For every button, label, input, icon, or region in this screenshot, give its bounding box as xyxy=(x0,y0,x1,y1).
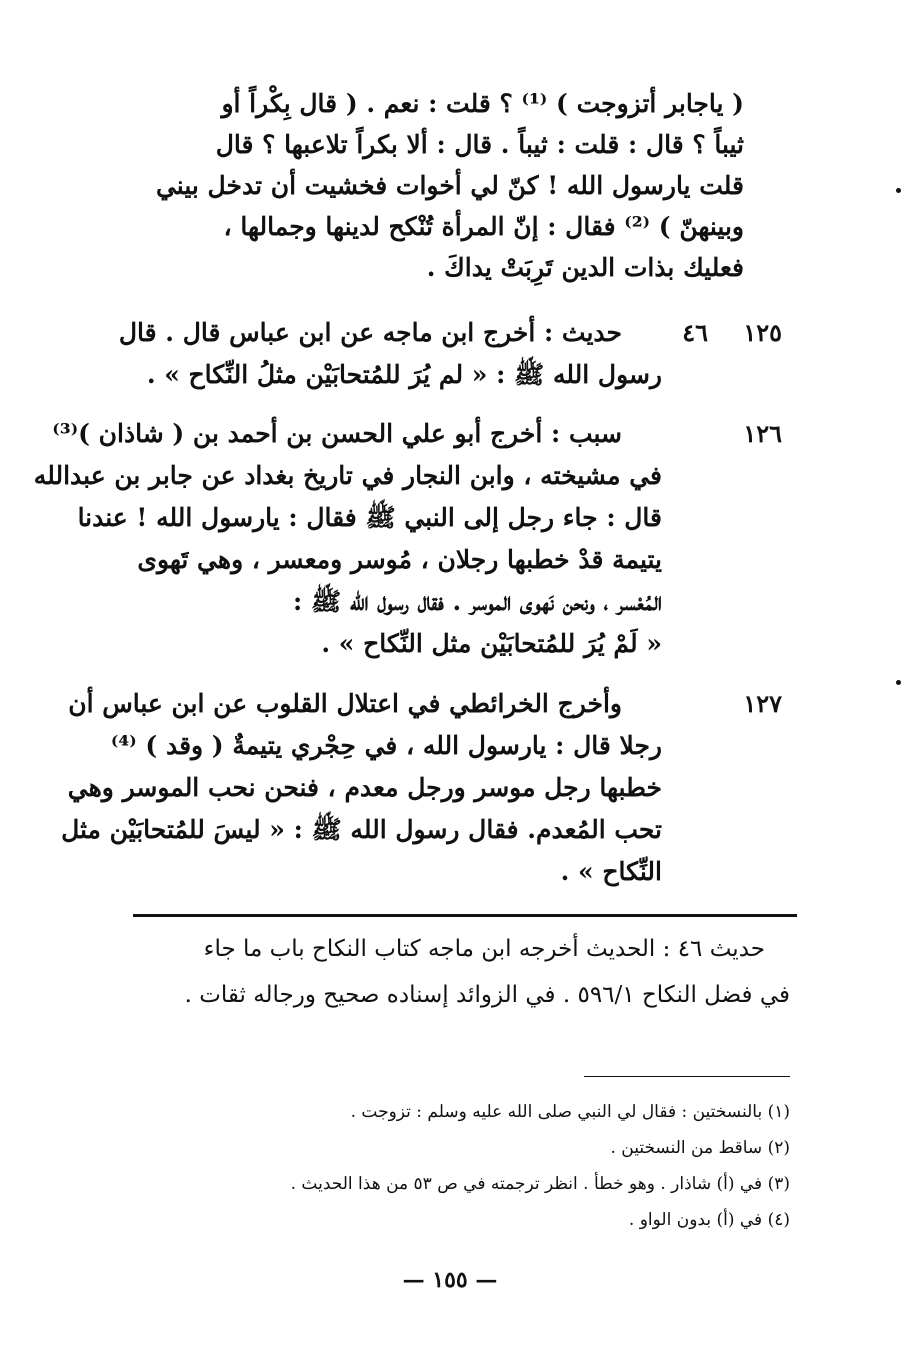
entry-number: ١٢٦ xyxy=(743,419,782,448)
margin-mark xyxy=(896,188,901,193)
entry-line: حديث : أخرج ابن ماجه عن ابن عباس قال . قال xyxy=(118,318,622,347)
footnote-divider xyxy=(584,1076,790,1077)
intro-line: ( ياجابر أتزوجت ) ⁽¹⁾ ؟ قلت : نعم . ( قال بِكْراً أو xyxy=(221,89,744,118)
entry-line: سبب : أخرج أبو علي الحسن بن أحمد بن ( شاذان )⁽³⁾ xyxy=(52,419,622,448)
intro-line: وبينهنّ ) ⁽²⁾ فقال : إنّ المرأة تُنْكح لدينها وجمالها ، xyxy=(223,212,744,241)
entry-line: المُعْسر ، ونحن نَهوى الموسر . فقال رسول الله ﷺ : xyxy=(293,587,662,616)
entry-number: ١٢٥ xyxy=(743,318,782,347)
entry-line: رسول الله ﷺ : « لم يُرَ للمُتحابَيْن مثلُ النِّكاح » . xyxy=(146,360,662,389)
entry-line: قال : جاء رجل إلى النبي ﷺ فقال : يارسول الله ! عندنا xyxy=(77,503,662,532)
page-number: — ١٥٥ — xyxy=(402,1267,498,1293)
footnote: (٤) في (أ) بدون الواو . xyxy=(628,1210,790,1230)
entry-line: النِّكاح » . xyxy=(560,857,662,886)
entry-line: تحب المُعدم. فقال رسول الله ﷺ : « ليسَ للمُتحابَيْن مثل xyxy=(61,815,662,844)
commentary-line: حديث ٤٦ : الحديث أخرجه ابن ماجه كتاب النكاح باب ما جاء xyxy=(203,936,765,962)
entry-line: في مشيخته ، وابن النجار في تاريخ بغداد عن جابر بن عبدالله xyxy=(33,461,662,490)
entry-number: ١٢٧ xyxy=(743,689,782,718)
footnote: (٢) ساقط من النسختين . xyxy=(610,1138,790,1158)
intro-line: قلت يارسول الله ! كنّ لي أخوات فخشيت أن تدخل بيني xyxy=(155,171,744,200)
entry-line: رجلا قال : يارسول الله ، في حِجْري يتيمةٌ ( وقد ) ⁽⁴⁾ xyxy=(110,731,662,760)
entry-line: خطبها رجل موسر ورجل معدم ، فنحن نحب الموسر وهي xyxy=(67,773,662,802)
footnote: (٣) في (أ) شاذار . وهو خطأ . انظر ترجمته في ص ٥٣ من هذا الحديث . xyxy=(290,1174,790,1194)
intro-line: فعليك بذات الدين تَرِبَتْ يداكَ . xyxy=(426,253,744,282)
intro-line: ثيباً ؟ قال : قلت : ثيباً . قال : ألا بكراً تلاعبها ؟ قال xyxy=(215,130,744,159)
commentary-line: في فضل النكاح ٥٩٦/١ . في الزوائد إسناده صحيح ورجاله ثقات . xyxy=(184,982,790,1008)
hadith-ref-number: ٤٦ xyxy=(682,318,708,347)
main-divider xyxy=(133,914,797,917)
margin-mark xyxy=(896,680,901,685)
entry-line: « لَمْ يُرَ للمُتحابَيْن مثل النِّكاح » . xyxy=(321,629,662,658)
footnote: (١) بالنسختين : فقال لي النبي صلى الله عليه وسلم : تزوجت . xyxy=(350,1102,790,1122)
entry-line: يتيمة قدْ خطبها رجلان ، مُوسر ومعسر ، وهي تَهوى xyxy=(137,545,662,574)
entry-line: وأخرج الخرائطي في اعتلال القلوب عن ابن عباس أن xyxy=(68,689,622,718)
